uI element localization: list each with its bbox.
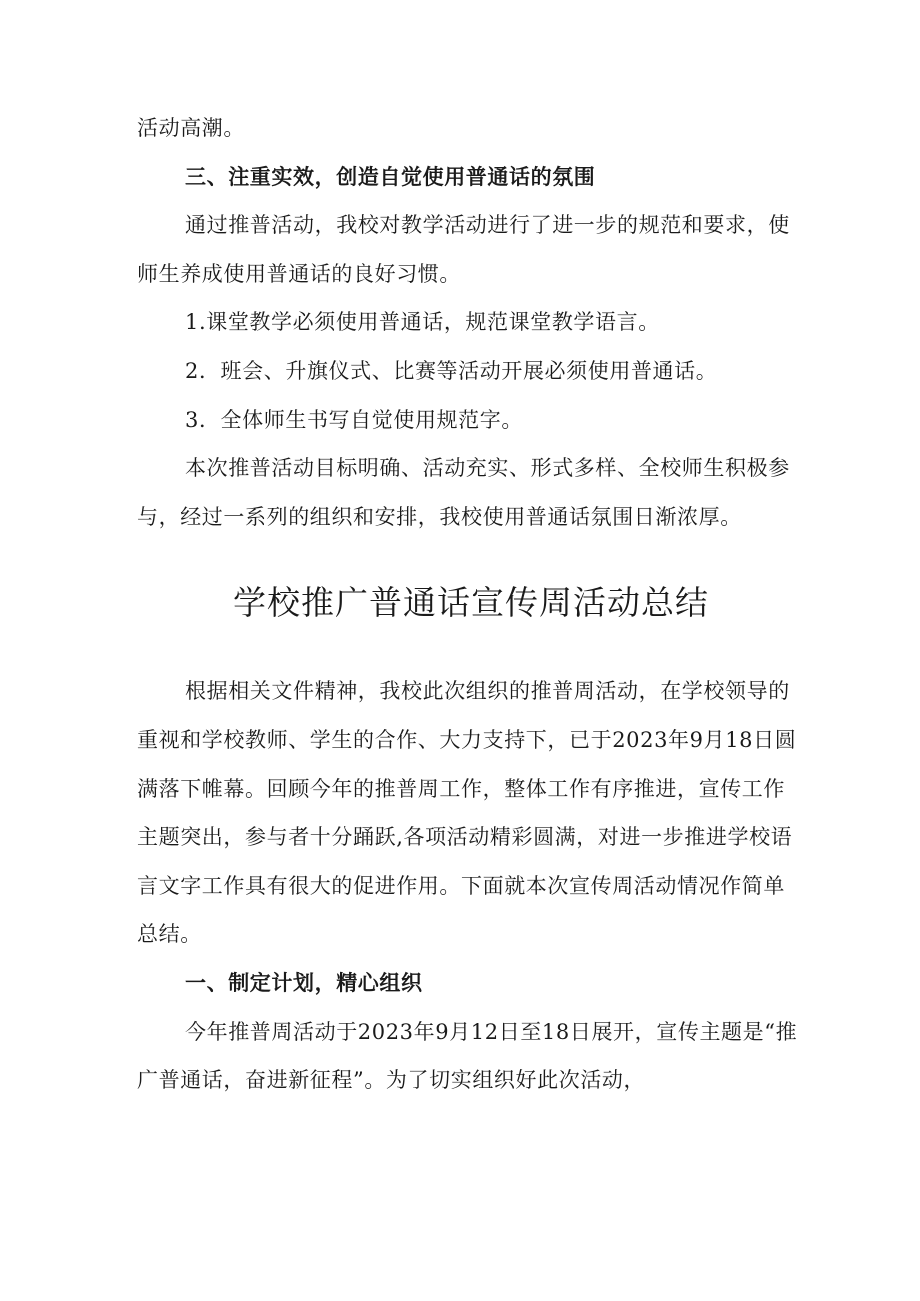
section-heading-3: 三、注重实效，创造自觉使用普通话的氛围: [185, 164, 596, 189]
section-heading-1: 一、制定计划，精心组织: [185, 970, 423, 995]
document-page: [137, 104, 805, 1105]
list-item-3: 3．全体师生书写自觉使用规范字。: [185, 407, 523, 432]
list-item-2: 2．班会、升旗仪式、比赛等活动开展必须使用普通话。: [185, 358, 718, 383]
article-title: 学校推广普通话宣传周活动总结: [233, 583, 709, 623]
paragraph-plan: 今年推普周活动于2023年9月12日至18日展开，宣传主题是“推广普通话，奋进新征程”。为了切实组织好此次活动，: [137, 1019, 798, 1093]
list-item-1: 1.课堂教学必须使用普通话，规范课堂教学语言。: [185, 310, 660, 335]
paragraph-intro: 根据相关文件精神，我校此次组织的推普周活动，在学校领导的重视和学校教师、学生的合作、大力支持下，已于2023年9月18日圆满落下帷幕。回顾今年的推普周工作，整体工作有序推进，宣传工作主题突出，参与者十分踊跃,各项活动精彩圆满，对进一步推进学校语言文字工作具有很大的促进作用。下面就本次宣传周活动情况作简单总结。: [137, 679, 797, 947]
continued-paragraph: 活动高潮。: [137, 116, 245, 140]
paragraph-conclusion: 本次推普活动目标明确、活动充实、形式多样、全校师生积极参与，经过一系列的组织和安排，我校使用普通话氛围日渐浓厚。: [137, 456, 790, 529]
paragraph-norms: 通过推普活动，我校对教学活动进行了进一步的规范和要求，使师生养成使用普通话的良好习惯。: [137, 213, 790, 286]
